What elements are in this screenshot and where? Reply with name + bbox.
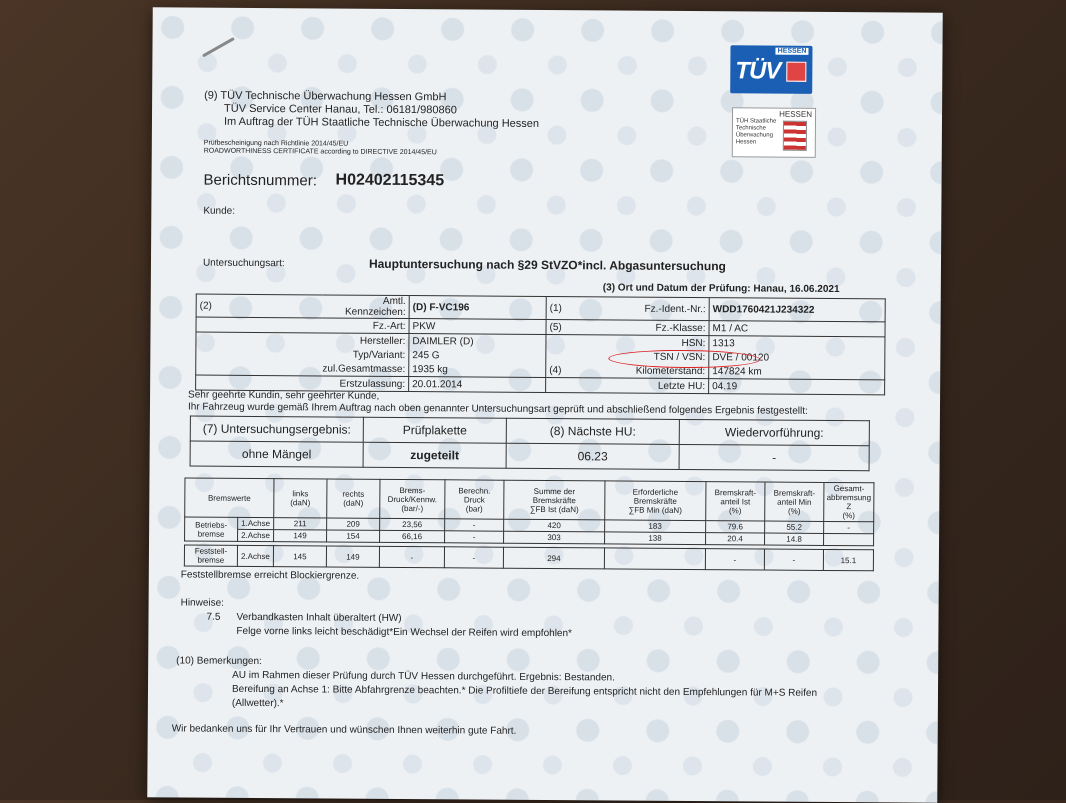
brake-cell: 79.6 [706,521,765,533]
brake-cell: - [824,521,874,533]
brake-cell: 303 [504,531,605,544]
brake-header-8: Bremskraft- anteil Min (%) [765,482,824,521]
brake-cell: 23,56 [380,518,445,530]
tuh-hessen-logo: HESSEN TÜH Staatliche Technische Überwachung Hessen [732,107,816,158]
vehicle-class: M1 / AC [709,321,885,337]
brake-cell: 145 [273,546,326,567]
tuv-hessen-logo: HESSEN TÜV [730,45,812,94]
brake-cell: - [445,531,504,543]
brake-row-parking-axle-2 [184,545,873,571]
greeting-line-2: Ihr Fahrzeug wurde gemäß Ihrem Auftrag nach oben genannter Untersuchungsart geprüft und abschließend folgendes Ergebnis festgestellt: [187,401,808,417]
customer-label: Kunde: [203,205,236,217]
brake-cell: - [705,549,764,570]
last-inspection: 04.19 [709,379,885,395]
brake-cell: 1.Achse [238,517,274,529]
sticker-status: zugeteilt [363,442,506,468]
brake-cell: - [445,519,504,531]
brake-cell: 20.4 [706,533,765,545]
brake-header-1: links (daN) [274,479,327,518]
brake-header-4: Berechn. Druck (bar) [445,480,504,519]
hints-title: Hinweise: [180,597,225,609]
certificate-note-de: Prüfbescheinigung nach Richtlinie 2014/45/EU [203,139,349,148]
issuer-line-2: TÜV Service Center Hanau, Tel.: 06181/980860 [224,102,457,117]
brake-cell: 154 [327,530,380,542]
gross-weight: 1935 kg [409,362,546,377]
inspection-type: Hauptuntersuchung nach §29 StVZO*incl. Abgasuntersuchung [368,256,726,274]
brake-cell [604,548,705,570]
brake-cell: - [379,546,444,567]
inspection-report-page [147,7,942,802]
brake-values-table [184,477,875,571]
report-number-label: Berichtsnummer: [203,171,317,190]
parking-brake-label: Feststell- bremse [184,545,237,566]
tsn-vsn: DVE / 00120 [709,350,885,365]
vehicle-kind: PKW [409,319,546,335]
certificate-note-en: ROADWORTHINESS CERTIFICATE according to DIRECTIVE 2014/45/EU [203,147,437,157]
hint-code: 7.5 [206,611,221,623]
brake-cell: 149 [326,546,379,567]
remarks-title: (10) Bemerkungen: [176,655,262,668]
inspection-type-label: Untersuchungsart: [202,257,285,270]
brake-cell: - [444,547,503,568]
reinspection: - [679,444,869,470]
inspection-result: ohne Mängel [190,441,363,467]
brake-cell: 149 [274,530,327,542]
brake-cell: 2.Achse [238,529,274,541]
inspection-place-date: (3) Ort und Datum der Prüfung: Hanau, 16.06.2021 [602,282,840,296]
brake-header-3: Brems- Druck/Kennw. (bar/-) [380,479,445,518]
issuer-line-3: Im Auftrag der TÜH Staatliche Technische Überwachung Hessen [223,115,540,130]
brake-cell: 420 [504,519,605,532]
brake-header-0: Bremswerte [185,478,274,518]
parking-brake-note: Feststellbremse erreicht Blockiergrenze. [180,569,360,582]
brake-cell: 211 [274,518,327,530]
manufacturer: DAIMLER (D) [409,334,546,349]
remark-line-1: AU im Rahmen dieser Prüfung durch TÜV Hessen durchgeführt. Ergebnis: Bestanden. [232,669,615,684]
hint-line-2: Felge vorne links leicht beschädigt*Ein Wechsel der Reifen wird empfohlen* [236,625,572,640]
brake-header-5: Summe der Bremskräfte ∑FB Ist (daN) [504,480,605,520]
brake-header-9: Gesamt- abbremsung Z (%) [824,482,874,521]
remark-line-2: Bereifung an Achse 1: Bitte Abfahrgrenze beachten.* Die Profiltiefe der Bereifung entspricht nicht den Empfehlungen für M+S Reifen [231,683,818,699]
brake-cell: 183 [605,520,706,533]
brake-cell: - [764,549,823,570]
brake-cell: 138 [605,532,706,545]
hint-line-1: Verbandkasten Inhalt überaltert (HW) [236,611,402,625]
first-registration: 20.01.2014 [409,377,546,393]
lion-icon [786,62,806,82]
brake-header-7: Bremskraft- anteil Ist (%) [706,482,765,521]
service-brake-label: Betriebs- bremse [185,517,238,541]
brake-header-6: Erforderliche Bremskräfte ∑FB Min (daN) [605,481,706,521]
issuer-line-1: (9) TÜV Technische Überwachung Hessen GmbH [204,89,447,104]
remark-line-3: (Allwetter).* [231,697,284,710]
closing-text: Wir bedanken uns für Ihr Vertrauen und wünschen Ihnen weiterhin gute Fahrt. [171,723,517,737]
brake-cell: 294 [503,547,604,569]
greeting-line-1: Sehr geehrte Kundin, sehr geehrter Kunde, [188,389,380,402]
staple [202,37,235,57]
brake-cell: 15.1 [823,549,873,570]
brake-cell: 55.2 [765,521,824,533]
brake-cell: 14.8 [765,533,824,545]
vehicle-data-table: (2) Amtl. Kennzeichen: (D) F-VC196 (1) Fz.-Ident.-Nr.: WDD1760421J234322 Fz.-Art: PKW (5) Fz.-Klasse: M1 / AC Hersteller: DAIMLER (D) HSN: 1313 Typ/Variant: 245 G TSN / VSN: DVE / 00120 zul.Gesamtmasse: 1935 kg (4) Kilometerstand: 147824 km Erstzulassung: 20.01.2014 Letzte HU: 04.19 [195,294,886,396]
result-table: (7) Untersuchungsergebnis: Prüfplakette (8) Nächste HU: Wiedervorführung: ohne Mängel zugeteilt 06.23 - [190,416,870,472]
next-inspection: 06.23 [506,443,679,469]
odometer: 147824 km [709,364,885,380]
brake-cell [824,533,874,545]
brake-header-2: rechts (daN) [327,479,380,518]
brake-cell: 209 [327,518,380,530]
hessen-crest-icon [783,121,807,151]
hsn: 1313 [709,336,885,352]
type-variant: 245 G [409,348,546,363]
license-plate: (D) F-VC196 [409,296,546,320]
brake-cell: 2.Achse [237,545,273,566]
report-number: H02402115345 [335,171,445,190]
brake-cell: 66,16 [380,530,445,542]
vin: WDD1760421J234322 [709,298,885,322]
